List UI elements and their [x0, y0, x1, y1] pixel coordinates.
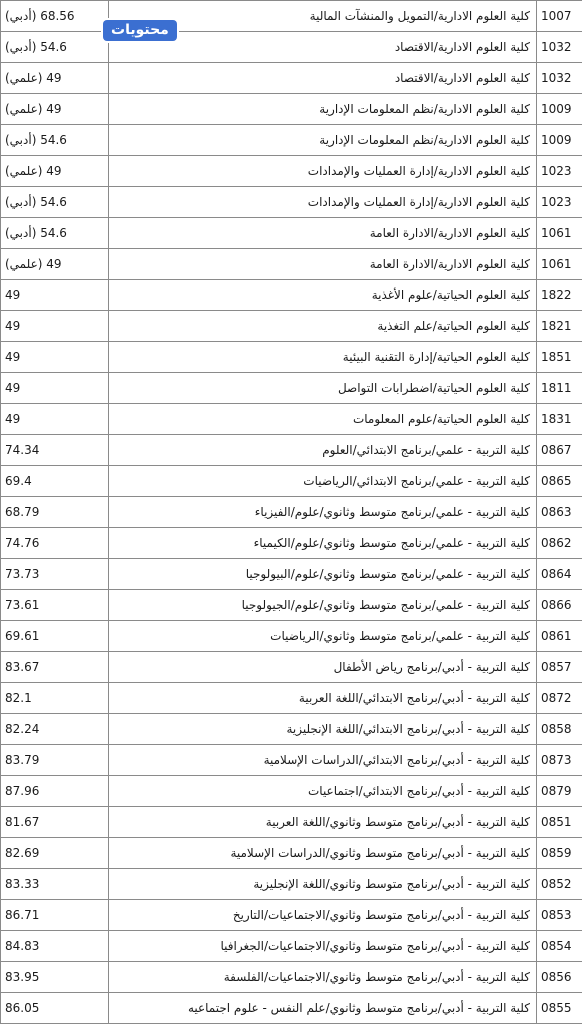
program-code-cell: 1023 [537, 156, 582, 187]
min-score-cell: 82.69 [1, 838, 109, 869]
table-row [1, 63, 582, 94]
program-code-cell: 1023 [537, 187, 582, 218]
min-score-cell: 86.71 [1, 900, 109, 931]
table-row [1, 652, 582, 683]
min-score-cell: 49 (علمي) [1, 94, 109, 125]
program-name-cell: كلية العلوم الحياتية/علوم المعلومات [109, 404, 537, 435]
min-score-cell: 83.95 [1, 962, 109, 993]
program-code-cell: 1009 [537, 94, 582, 125]
min-score-cell: 73.73 [1, 559, 109, 590]
table-row [1, 94, 582, 125]
table-row [1, 776, 582, 807]
program-code-cell: 0879 [537, 776, 582, 807]
min-score-cell: 68.56 (أدبي) [1, 1, 109, 32]
table-row [1, 187, 582, 218]
table-row [1, 931, 582, 962]
min-score-cell: 49 (علمي) [1, 63, 109, 94]
min-score-cell: 69.61 [1, 621, 109, 652]
min-score-cell: 82.1 [1, 683, 109, 714]
program-code-cell: 0852 [537, 869, 582, 900]
program-name-cell: كلية التربية - أدبي/برنامج الابتدائي/اللغة العربية [109, 683, 537, 714]
table-row [1, 683, 582, 714]
program-name-cell: كلية التربية - علمي/برنامج متوسط وثانوي/علوم/الجيولوجيا [109, 590, 537, 621]
min-score-cell: 82.24 [1, 714, 109, 745]
table-row [1, 280, 582, 311]
table-row [1, 962, 582, 993]
min-score-cell: 54.6 (أدبي) [1, 125, 109, 156]
program-code-cell: 1851 [537, 342, 582, 373]
program-code-cell: 1009 [537, 125, 582, 156]
table-row [1, 342, 582, 373]
min-score-cell: 73.61 [1, 590, 109, 621]
program-code-cell: 0872 [537, 683, 582, 714]
program-code-cell: 1811 [537, 373, 582, 404]
program-name-cell: كلية العلوم الحياتية/علوم الأغذية [109, 280, 537, 311]
table-row [1, 373, 582, 404]
table-row [1, 590, 582, 621]
program-name-cell: كلية التربية - أدبي/برنامج متوسط وثانوي/الاجتماعيات/الجغرافيا [109, 931, 537, 962]
program-code-cell: 0855 [537, 993, 582, 1024]
program-code-cell: 0857 [537, 652, 582, 683]
program-name-cell: كلية التربية - علمي/برنامج متوسط وثانوي/علوم/الكيمياء [109, 528, 537, 559]
table-row [1, 125, 582, 156]
program-code-cell: 1061 [537, 249, 582, 280]
program-name-cell: كلية التربية - أدبي/برنامج الابتدائي/اجتماعيات [109, 776, 537, 807]
table-row [1, 32, 582, 63]
min-score-cell: 74.34 [1, 435, 109, 466]
program-code-cell: 0865 [537, 466, 582, 497]
table-row [1, 466, 582, 497]
min-score-cell: 74.76 [1, 528, 109, 559]
program-name-cell: كلية التربية - علمي/برنامج متوسط وثانوي/علوم/الفيزياء [109, 497, 537, 528]
program-name-cell: كلية التربية - علمي/برنامج متوسط وثانوي/الرياضيات [109, 621, 537, 652]
table-row [1, 249, 582, 280]
program-name-cell: كلية العلوم الادارية/إدارة العمليات والإمدادات [109, 156, 537, 187]
table-row [1, 838, 582, 869]
table-row [1, 528, 582, 559]
program-name-cell: كلية التربية - أدبي/برنامج الابتدائي/اللغة الإنجليزية [109, 714, 537, 745]
program-name-cell: كلية العلوم الادارية/الادارة العامة [109, 249, 537, 280]
table-row [1, 311, 582, 342]
min-score-cell: 83.33 [1, 869, 109, 900]
table-row [1, 745, 582, 776]
min-score-cell: 68.79 [1, 497, 109, 528]
program-code-cell: 0854 [537, 931, 582, 962]
program-code-cell: 0853 [537, 900, 582, 931]
program-code-cell: 1822 [537, 280, 582, 311]
table-row [1, 404, 582, 435]
program-name-cell: كلية التربية - علمي/برنامج الابتدائي/الرياضيات [109, 466, 537, 497]
program-name-cell: كلية التربية - علمي/برنامج متوسط وثانوي/علوم/البيولوجيا [109, 559, 537, 590]
program-code-cell: 0861 [537, 621, 582, 652]
program-code-cell: 0864 [537, 559, 582, 590]
program-name-cell: كلية العلوم الادارية/الاقتصاد [109, 63, 537, 94]
min-score-cell: 84.83 [1, 931, 109, 962]
program-code-cell: 0856 [537, 962, 582, 993]
min-score-cell: 86.05 [1, 993, 109, 1024]
program-code-cell: 0858 [537, 714, 582, 745]
min-score-cell: 49 [1, 280, 109, 311]
program-name-cell: كلية التربية - أدبي/برنامج متوسط وثانوي/الاجتماعيات/التاريخ [109, 900, 537, 931]
min-score-cell: 83.67 [1, 652, 109, 683]
table-row [1, 869, 582, 900]
min-score-cell: 49 [1, 311, 109, 342]
program-code-cell: 1831 [537, 404, 582, 435]
site-watermark-logo: محتويات [103, 20, 177, 41]
min-score-cell: 49 (علمي) [1, 249, 109, 280]
program-name-cell: كلية العلوم الادارية/الادارة العامة [109, 218, 537, 249]
table-row [1, 900, 582, 931]
min-score-cell: 87.96 [1, 776, 109, 807]
program-name-cell: كلية العلوم الادارية/نظم المعلومات الإدارية [109, 125, 537, 156]
table-body [1, 1, 582, 1024]
program-name-cell: كلية العلوم الحياتية/اضطرابات التواصل [109, 373, 537, 404]
program-code-cell: 1007 [537, 1, 582, 32]
program-code-cell: 0859 [537, 838, 582, 869]
table-row [1, 714, 582, 745]
min-score-cell: 54.6 (أدبي) [1, 218, 109, 249]
table-row [1, 156, 582, 187]
table-row [1, 993, 582, 1024]
program-code-cell: 0851 [537, 807, 582, 838]
table-row [1, 497, 582, 528]
table-row [1, 1, 582, 32]
min-score-cell: 49 [1, 404, 109, 435]
program-name-cell: كلية التربية - أدبي/برنامج رياض الأطفال [109, 652, 537, 683]
program-code-cell: 1032 [537, 32, 582, 63]
min-score-cell: 81.67 [1, 807, 109, 838]
program-code-cell: 0873 [537, 745, 582, 776]
program-name-cell: كلية العلوم الادارية/التمويل والمنشآت المالية [109, 1, 537, 32]
program-name-cell: كلية العلوم الحياتية/علم التغذية [109, 311, 537, 342]
program-code-cell: 0867 [537, 435, 582, 466]
min-score-cell: 83.79 [1, 745, 109, 776]
table-row [1, 218, 582, 249]
program-name-cell: كلية التربية - أدبي/برنامج متوسط وثانوي/الاجتماعيات/الفلسفة [109, 962, 537, 993]
program-name-cell: كلية التربية - أدبي/برنامج الابتدائي/الدراسات الإسلامية [109, 745, 537, 776]
program-code-cell: 0866 [537, 590, 582, 621]
table-row [1, 807, 582, 838]
table-row [1, 435, 582, 466]
program-code-cell: 1061 [537, 218, 582, 249]
min-score-cell: 69.4 [1, 466, 109, 497]
program-code-cell: 1821 [537, 311, 582, 342]
table-row [1, 559, 582, 590]
min-score-cell: 49 [1, 373, 109, 404]
min-score-cell: 54.6 (أدبي) [1, 187, 109, 218]
program-code-cell: 1032 [537, 63, 582, 94]
program-name-cell: كلية التربية - علمي/برنامج الابتدائي/العلوم [109, 435, 537, 466]
program-name-cell: كلية العلوم الادارية/إدارة العمليات والإمدادات [109, 187, 537, 218]
table-row [1, 621, 582, 652]
program-name-cell: كلية التربية - أدبي/برنامج متوسط وثانوي/علم النفس - علوم اجتماعيه [109, 993, 537, 1024]
program-code-cell: 0863 [537, 497, 582, 528]
program-name-cell: كلية التربية - أدبي/برنامج متوسط وثانوي/الدراسات الإسلامية [109, 838, 537, 869]
program-name-cell: كلية العلوم الادارية/نظم المعلومات الإدارية [109, 94, 537, 125]
program-name-cell: كلية التربية - أدبي/برنامج متوسط وثانوي/اللغة الإنجليزية [109, 869, 537, 900]
program-name-cell: كلية العلوم الحياتية/إدارة التقنية البيئية [109, 342, 537, 373]
program-name-cell: كلية التربية - أدبي/برنامج متوسط وثانوي/اللغة العربية [109, 807, 537, 838]
min-score-cell: 49 [1, 342, 109, 373]
program-code-cell: 0862 [537, 528, 582, 559]
min-score-cell: 54.6 (أدبي) [1, 32, 109, 63]
program-name-cell: كلية العلوم الادارية/الاقتصاد [109, 32, 537, 63]
min-score-cell: 49 (علمي) [1, 156, 109, 187]
